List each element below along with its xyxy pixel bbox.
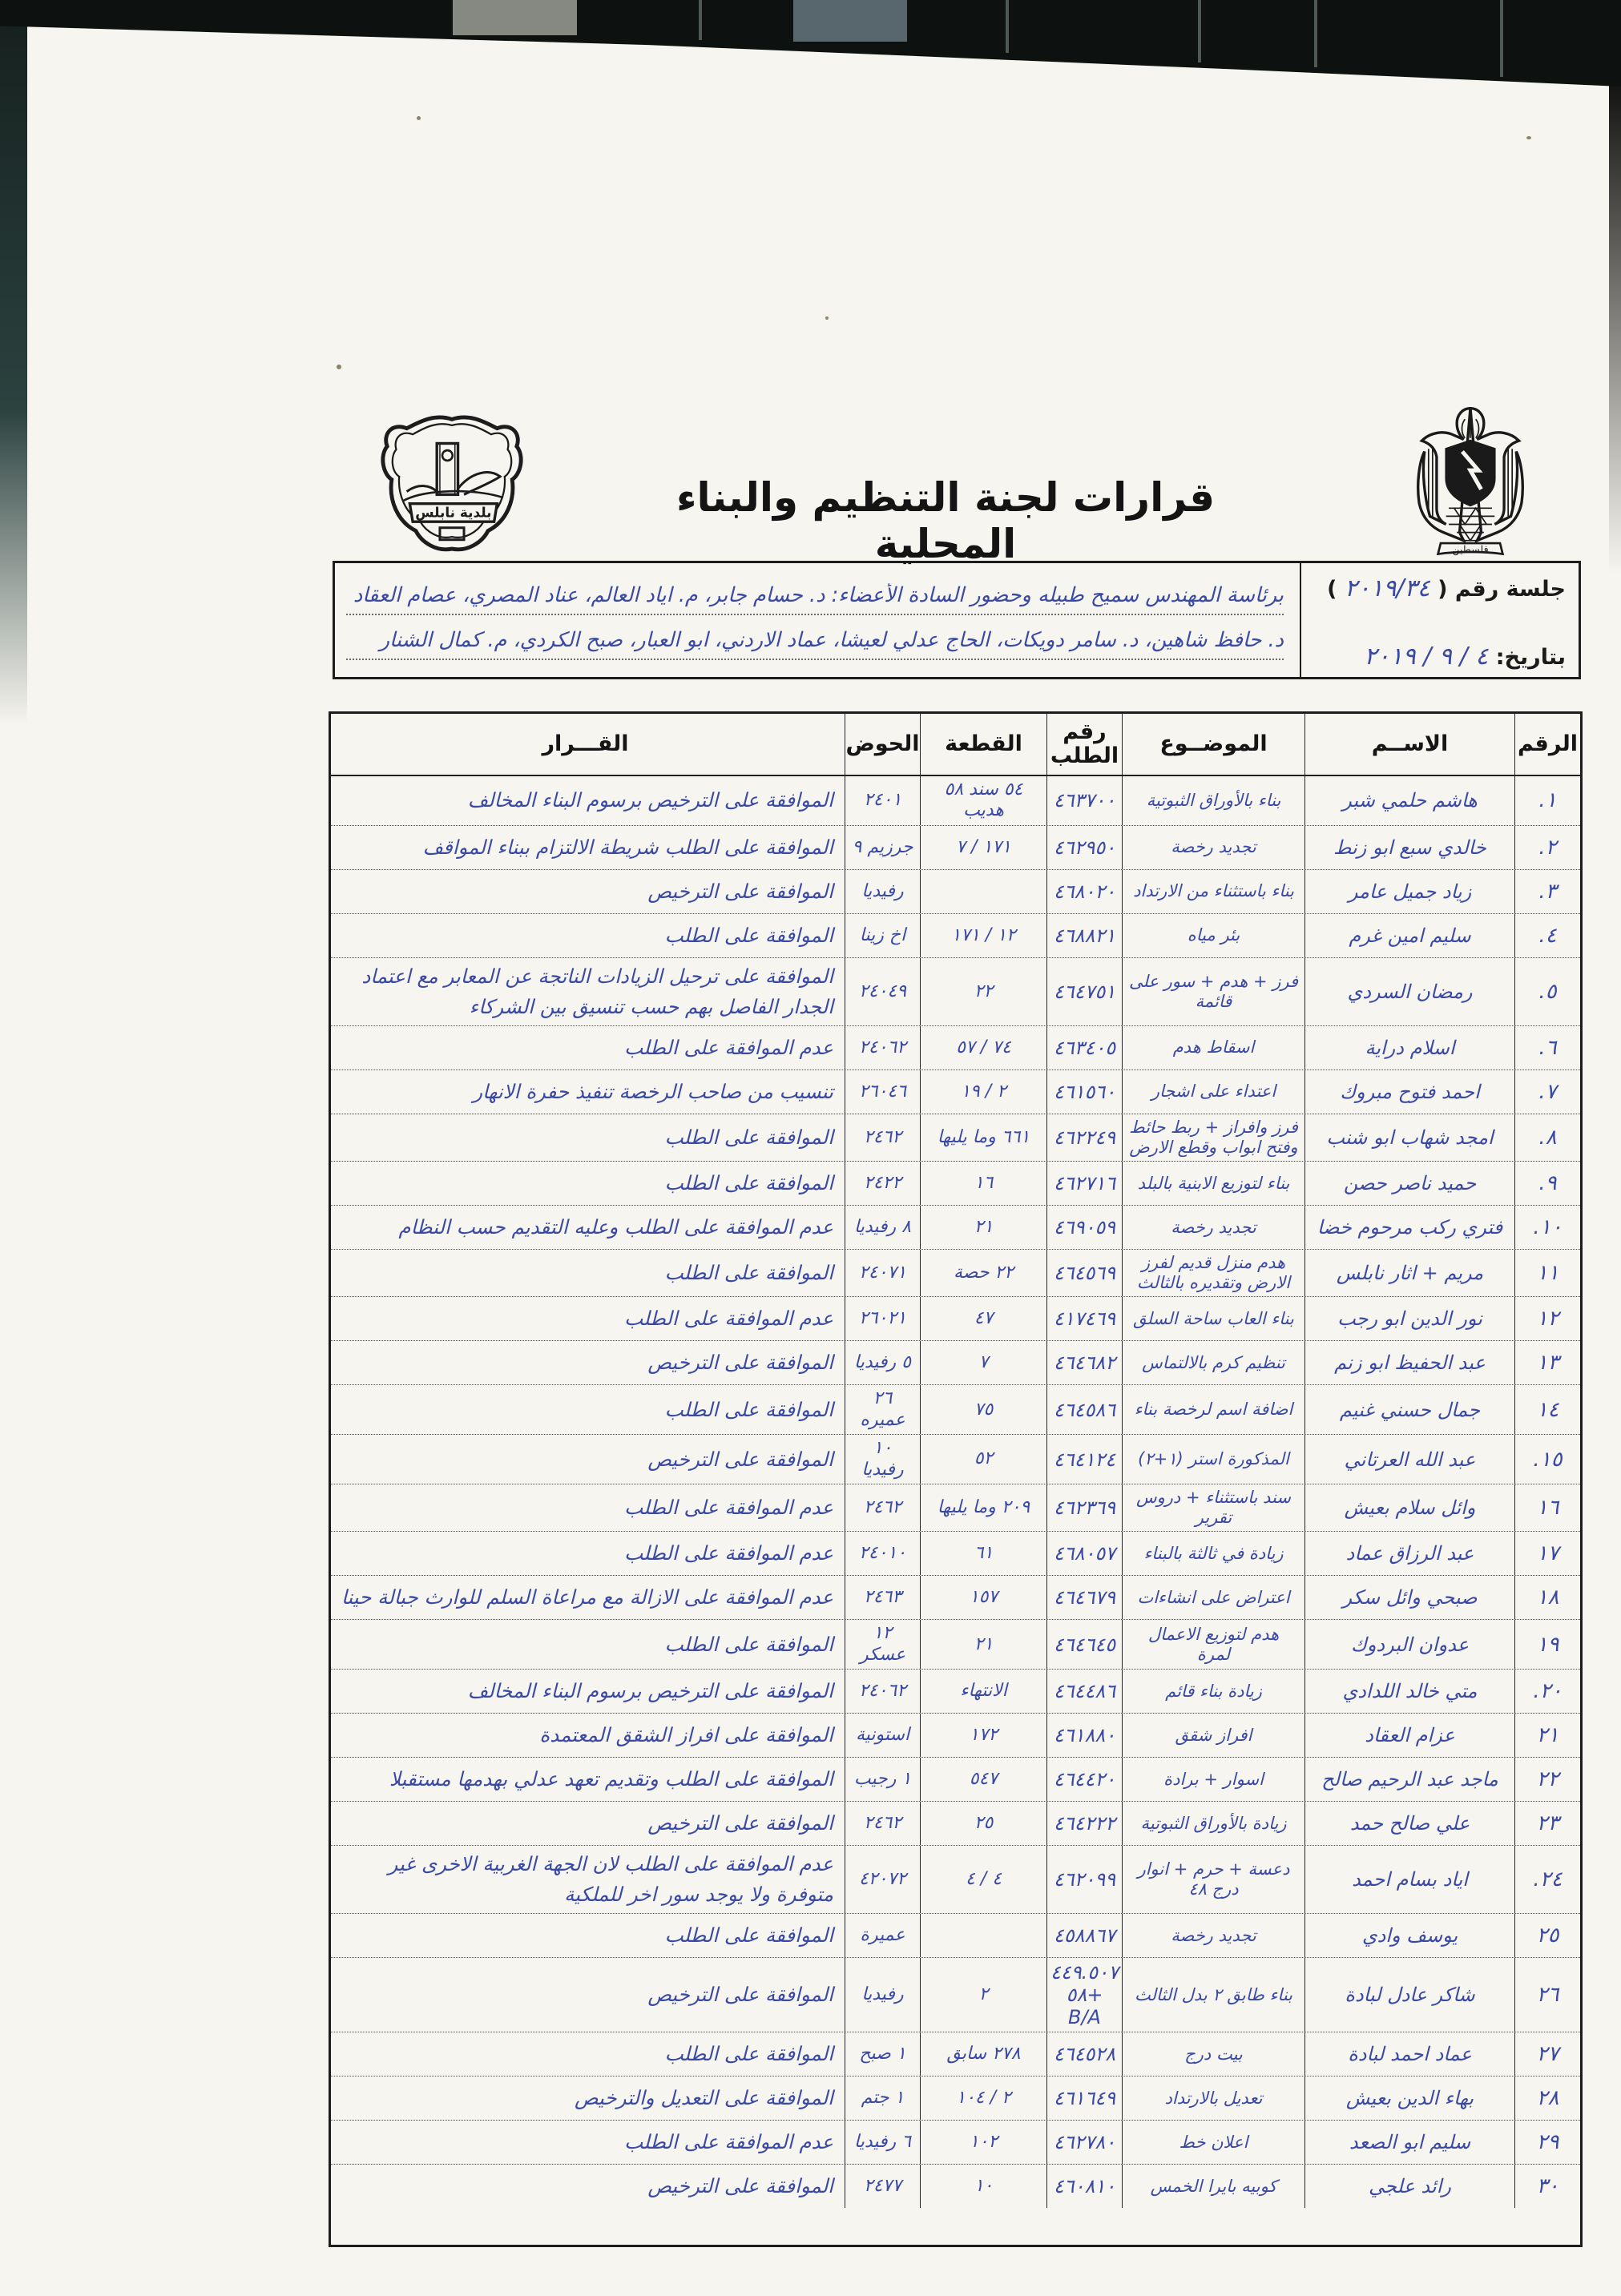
applicant-name: ماجد عبد الرحيم صالح (1321, 1768, 1498, 1791)
session-number-close: ) (1327, 577, 1337, 602)
parcel-number: ٥٤٧ (969, 1768, 998, 1789)
table-row (331, 870, 1580, 914)
applicant-name: امجد شهاب ابو شنب (1326, 1126, 1494, 1149)
request-number: ٤٦٤٥٦٩ (1053, 1262, 1116, 1285)
parcel-number: ٥٢ (974, 1448, 994, 1469)
applicant-name: عبد الحفيظ ابو زنم (1334, 1351, 1486, 1375)
table-header-row (331, 714, 1580, 776)
subject-text: بناء لتوزيع الابنية بالبلد (1137, 1173, 1290, 1193)
table-row (331, 1026, 1580, 1070)
decision-text: الموافقة على الطلب (664, 1125, 833, 1149)
request-number: ٤٦٢٠٩٩ (1053, 1868, 1116, 1891)
request-number: ٤٦٤٦٨٢ (1053, 1351, 1116, 1375)
applicant-name: سليم امين غرم (1349, 924, 1471, 947)
basin-number: ٢٤٦٢ (863, 1812, 902, 1833)
basin-number: ٦ رفيديا (854, 2131, 911, 2152)
applicant-name: بهاء الدين بعيش (1345, 2087, 1474, 2110)
table-row (331, 1162, 1580, 1206)
row-number: ٩. (1538, 1171, 1557, 1196)
session-number-line (1308, 574, 1566, 602)
parcel-number: ١٥٧ (969, 1587, 998, 1608)
basin-number: ٥ رفيديا (854, 1352, 911, 1373)
basin-number: عميرة (860, 1924, 905, 1945)
applicant-name: احمد فتوح مبروك (1340, 1080, 1480, 1103)
row-number: ٤. (1538, 923, 1557, 948)
table-row (331, 1714, 1580, 1758)
applicant-name: زياد جميل عامر (1348, 880, 1472, 903)
request-number: ٤٦١٦٤٩ (1053, 2087, 1116, 2110)
decision-text: عدم الموافقة على الطلب وعليه التقديم حسب النظام (398, 1215, 833, 1239)
request-number: ٤٦٤٥٨٦ (1053, 1398, 1116, 1421)
decision-text: الموافقة على الطلب (664, 1261, 833, 1285)
decision-text: تنسيب من صاحب الرخصة تنفيذ حفرة الانهار (473, 1079, 833, 1103)
basin-number: رفيديا (861, 1984, 904, 2004)
row-number: ١. (1538, 788, 1557, 813)
table-row (331, 2121, 1580, 2165)
applicant-name: حميد ناصر حصن (1343, 1172, 1477, 1195)
column-header-subject: الموضــوع (1122, 714, 1304, 775)
basin-number: ٢٤٠٤٩ (858, 981, 907, 1001)
parcel-number: ٢ / ١٠٤ (956, 2087, 1011, 2108)
basin-number: ٢٤٦٣ (863, 1587, 902, 1608)
attendees-line-2: د. حافظ شاهين، د. سامر دويكات، الحاج عدلي لعيشا، عماد الاردني، ابو العبار، صبح الكردي، م. كمال الشنار (346, 628, 1284, 660)
table-row (331, 914, 1580, 958)
applicant-name: هاشم حلمي شبر (1342, 789, 1478, 812)
scanner-top-band (0, 0, 1621, 87)
parcel-number: ٢١ (974, 1216, 994, 1237)
row-number: ٧. (1538, 1079, 1557, 1104)
decision-text: الموافقة على الطلب (664, 1171, 833, 1195)
decision-text: عدم الموافقة على الطلب (624, 1035, 833, 1059)
session-date-line (1308, 642, 1566, 671)
request-number: ٤٦٤٦٤٥ (1053, 1633, 1116, 1656)
applicant-name: نور الدين ابو رجب (1337, 1307, 1482, 1331)
table-row (331, 1758, 1580, 1802)
decision-text: الموافقة على الطلب وتقديم تعهد عدلي بهدمها مستقبلا (389, 1767, 833, 1791)
basin-number: ٢٦٠٤٦ (858, 1081, 907, 1102)
table-row (331, 2165, 1580, 2208)
request-number: ٤٦٤٧٥١ (1053, 980, 1116, 1003)
subject-text: بيت درج (1184, 2044, 1243, 2064)
request-number: ٤٦٢٧٨٠ (1053, 2131, 1116, 2154)
decision-text: الموافقة على الترخيص (647, 1811, 833, 1835)
request-number: ٤٦٤١٢٤ (1053, 1448, 1116, 1471)
session-header-box (333, 561, 1581, 679)
session-number-label: جلسة رقم ( (1438, 577, 1566, 602)
decision-text: الموافقة على الترخيص (647, 1351, 833, 1375)
applicant-name: شاكر عادل لبادة (1345, 1984, 1475, 2007)
subject-text: بناء العاب ساحة السلق (1133, 1308, 1294, 1328)
applicant-name: وائل سلام بعيش (1344, 1496, 1476, 1520)
scanner-slat (793, 0, 907, 42)
decision-text: الموافقة على الطلب (664, 1632, 833, 1656)
subject-text: بناء باستثناء من الارتداد (1133, 881, 1294, 901)
subject-text: افراز شقق (1175, 1725, 1252, 1745)
row-number: ٢٩ (1536, 2130, 1559, 2155)
request-number: ٤٦٢٢٤٩ (1053, 1126, 1116, 1149)
row-number: ٢٣ (1536, 1811, 1559, 1836)
subject-text: بئر مياه (1187, 925, 1240, 945)
table-row (331, 1206, 1580, 1250)
row-number: ٣. (1538, 879, 1557, 904)
applicant-name: اسلام دراية (1365, 1036, 1455, 1059)
scanner-slat-line (1314, 0, 1317, 67)
parcel-number: ٢٢ (974, 981, 994, 1001)
row-number: ١٥. (1533, 1447, 1563, 1472)
subject-text: المذكورة استر (١+٢) (1138, 1449, 1289, 1469)
row-number: ٢. (1538, 835, 1557, 860)
table-row (331, 1385, 1580, 1435)
row-number: ٣٠ (1536, 2174, 1559, 2199)
scanner-slat-line (1500, 0, 1503, 77)
session-date-value: ٤ / ٩ / ٢٠١٩ (1364, 642, 1489, 671)
parcel-number: ١٦ (974, 1172, 994, 1193)
row-number: ١١ (1536, 1261, 1559, 1286)
subject-text: زيادة بالأوراق الثبوتية (1140, 1813, 1287, 1833)
parcel-number: ٤ / ٤ (965, 1868, 1002, 1889)
subject-text: كوبيه بايرا الخمس (1150, 2176, 1277, 2196)
row-number: ١٢ (1536, 1307, 1559, 1331)
request-number: ٤٦٤٢٢٢ (1053, 1812, 1116, 1835)
page-title: قرارات لجنة التنظيم والبناء المحلية (675, 474, 1216, 567)
applicant-name: عبد الله العرتاني (1344, 1448, 1476, 1471)
basin-number: ٢٦ عميره (860, 1388, 905, 1430)
decision-text: الموافقة على الترخيص برسوم البناء المخالف (467, 788, 833, 812)
request-number: ٤٦١٥٦٠ (1053, 1080, 1116, 1103)
request-number: ٤٦٣٧٠٠ (1053, 789, 1116, 812)
subject-text: فرز وافراز + ربط حائط وفتح ابواب وقطع الارض (1129, 1117, 1298, 1157)
applicant-name: خالدي سبع ابو زنط (1333, 836, 1486, 859)
row-number: ٢٨ (1536, 2086, 1559, 2111)
applicant-name: اياد بسام احمد (1352, 1868, 1468, 1891)
row-number: ٢١ (1536, 1723, 1559, 1748)
decision-text: الموافقة على الطلب شريطة الالتزام ببناء المواقف (422, 835, 833, 859)
basin-number: ٢٤٠٦٢ (858, 1037, 907, 1057)
scanner-slat-line (699, 0, 702, 40)
subject-text: تجديد رخصة (1171, 1217, 1256, 1237)
basin-number: ١٠ رفيديا (861, 1438, 904, 1480)
decision-text: عدم الموافقة على الازالة مع مراعاة السلم للوارث جبالة حينا (341, 1585, 833, 1609)
subject-text: زيادة في ثالثة بالبناء (1143, 1543, 1284, 1563)
request-number: ٤٦٩٠٥٩ (1053, 1216, 1116, 1239)
column-header-basin: الحوض (845, 714, 920, 775)
subject-text: اعتراض على انشاءات (1137, 1587, 1290, 1607)
parcel-number: ٧٤ / ٥٧ (956, 1037, 1011, 1057)
basin-number: ١ صبح (859, 2043, 906, 2064)
parcel-number: ١٢ / ١٧١ (951, 924, 1016, 945)
basin-number: ١٢ عسكر (859, 1623, 906, 1665)
decision-text: عدم الموافقة على الطلب (624, 1496, 833, 1520)
table-row (331, 958, 1580, 1026)
request-number: ٤٥٨٨٦٧ (1053, 1924, 1116, 1948)
request-number: ٤٦٨٠٥٧ (1053, 1542, 1116, 1565)
request-number: ٤٦٨٠٢٠ (1053, 880, 1116, 903)
column-header-decision: القـــرار (542, 731, 629, 757)
request-number: ٤١٧٤٦٩ (1053, 1307, 1116, 1331)
row-number: ٢٤. (1533, 1867, 1563, 1892)
applicant-name: عدوان البردوك (1351, 1633, 1469, 1656)
request-number: ٤٦٤٦٧٩ (1053, 1586, 1116, 1609)
request-number: ٤٦٤٥٢٨ (1053, 2043, 1116, 2066)
basin-number: ٢٤٧٧ (863, 2175, 902, 2196)
applicant-name: يوسف وادي (1361, 1924, 1458, 1948)
basin-number: ٨ رفيديا (854, 1216, 911, 1237)
table-row (331, 1532, 1580, 1576)
scanner-left-strip (0, 21, 27, 726)
session-info-cell (1300, 563, 1579, 677)
row-number: ٢٦ (1536, 1983, 1559, 2008)
request-number: ٤٦٢٩٥٠ (1053, 836, 1116, 859)
parcel-number: ٦١ (974, 1543, 994, 1564)
table-row (331, 826, 1580, 870)
decisions-table (329, 711, 1583, 2247)
table-row (331, 1250, 1580, 1297)
basin-number: ٢٤٠٧١ (858, 1263, 907, 1283)
table-row (331, 2032, 1580, 2076)
applicant-name: مريم + اثار نابلس (1336, 1262, 1484, 1285)
applicant-name: رمضان السردي (1347, 980, 1473, 1003)
subject-text: هدم منزل قديم لفرز الارض وتقديره بالثالث (1136, 1253, 1291, 1293)
parcel-number: ٢١ (974, 1633, 994, 1654)
basin-number: اخ زينا (859, 924, 906, 945)
request-number: ٤٦٠٨١٠ (1053, 2175, 1116, 2198)
parcel-number: ١٠٢ (969, 2131, 998, 2152)
basin-number: ٢٤٠٦٢ (858, 1680, 907, 1701)
table-row (331, 1620, 1580, 1670)
basin-number: جرزيم ٩ (852, 836, 913, 857)
basin-number: ٢٤٠١٠ (858, 1543, 907, 1564)
decision-text: الموافقة على الطلب (664, 1923, 833, 1948)
decision-text: عدم الموافقة على الطلب (624, 1307, 833, 1331)
decision-text: الموافقة على الطلب (664, 1397, 833, 1421)
table-row (331, 1341, 1580, 1385)
row-number: ١٧ (1536, 1541, 1559, 1566)
paper-speck (825, 316, 829, 320)
table-row (331, 1070, 1580, 1114)
parcel-number: ٥٤ سند ٥٨ هديب (944, 779, 1023, 821)
subject-text: زيادة بناء قائم (1165, 1681, 1262, 1701)
applicant-name: رائد علجي (1369, 2175, 1451, 2198)
subject-text: تجديد رخصة (1171, 1925, 1256, 1945)
request-number: ٤٦٢٧١٦ (1053, 1172, 1116, 1195)
row-number: ٢٢ (1536, 1767, 1559, 1792)
subject-text: فرز + هدم + سور على قائمة (1128, 971, 1298, 1011)
row-number: ١٩ (1536, 1632, 1559, 1657)
paper-speck (337, 365, 341, 369)
basin-number: رفيديا (861, 880, 904, 901)
table-row (331, 1576, 1580, 1620)
row-number: ٢٠. (1533, 1679, 1563, 1704)
request-number: ٤٤٩.٥٠٧ +٥٨ B/A (1050, 1961, 1119, 2029)
eagle-banner-text: فلسطين (1452, 542, 1489, 555)
column-header-name: الاســم (1304, 714, 1514, 775)
seal-banner-text: بلدية نابلس (415, 504, 492, 521)
subject-text: اسوار + برادة (1163, 1769, 1264, 1789)
column-header-parcel: القطعة (920, 714, 1046, 775)
table-empty-strip (331, 2208, 1580, 2245)
basin-number: ٢٤٦٢ (863, 1497, 902, 1518)
scanner-right-strip (1609, 79, 1621, 575)
palestine-eagle-emblem (1402, 403, 1538, 565)
parcel-number: ٢٥ (974, 1812, 994, 1833)
decision-text: الموافقة على الترخيص (647, 879, 833, 903)
table-row (331, 1914, 1580, 1958)
parcel-number: ١٧٢ (969, 1724, 998, 1745)
row-number: ١٨ (1536, 1585, 1559, 1610)
parcel-number: ٧٥ (974, 1399, 994, 1420)
decision-text: الموافقة على الترخيص برسوم البناء المخالف (467, 1679, 833, 1703)
session-date-label: بتاريخ: (1495, 645, 1566, 670)
decision-text: عدم الموافقة على الطلب لان الجهة الغربية الاخرى غير متوفرة ولا يوجد سور اخر للملكية (388, 1852, 833, 1907)
basin-number: استونية (855, 1724, 910, 1745)
parcel-number: ١٧١ / ٧ (956, 836, 1011, 857)
applicant-name: جمال حسني غنيم (1339, 1398, 1481, 1421)
request-number: ٤٦٤٤٨٦ (1053, 1680, 1116, 1703)
row-number: ٢٧ (1536, 2042, 1559, 2067)
decision-text: الموافقة على الترخيص (647, 2174, 833, 2198)
row-number: ١٦ (1536, 1496, 1559, 1521)
parcel-number: الانتهاء (960, 1680, 1007, 1701)
request-number: ٤٦٣٤٠٥ (1053, 1036, 1116, 1059)
table-row (331, 1802, 1580, 1846)
basin-number: ١ رجيب (853, 1768, 912, 1789)
decision-text: عدم الموافقة على الطلب (624, 1541, 833, 1565)
subject-text: تنظيم كرم بالالتماس (1142, 1352, 1285, 1372)
table-row (331, 1958, 1580, 2032)
row-number: ٥. (1538, 979, 1557, 1004)
parcel-number: ٢٢ حصة (953, 1263, 1014, 1283)
decision-text: الموافقة على ترحيل الزيادات الناتجة عن المعابر مع اعتماد الجدار الفاصل بهم حسب تنسيق بين الشركاء (361, 964, 833, 1018)
parcel-number: ٧ (978, 1352, 989, 1373)
decision-text: الموافقة على الترخيص (647, 1983, 833, 2007)
subject-text: تجديد رخصة (1171, 837, 1256, 857)
row-number: ١٠. (1533, 1215, 1563, 1240)
basin-number: ٢٤٢٢ (863, 1172, 902, 1193)
table-row (331, 1484, 1580, 1532)
subject-text: دعسة + حرم + انوار درج ٤٨ (1137, 1859, 1290, 1899)
parcel-number: ١٠ (974, 2175, 994, 2196)
nablus-municipality-seal (377, 410, 527, 564)
request-number: ٤٦٨٨٢١ (1053, 924, 1116, 947)
row-number: ٨. (1538, 1125, 1557, 1150)
paper-speck (417, 116, 421, 120)
parcel-number: ٤٧ (974, 1308, 994, 1329)
parcel-number: ٢٧٨ سابق (946, 2043, 1021, 2064)
scanner-slat-line (1198, 0, 1201, 62)
request-number: ٤٦٤٤٢٠ (1053, 1768, 1116, 1791)
parcel-number: ٢ (978, 1984, 989, 2004)
applicant-name: علي صالح حمد (1349, 1812, 1470, 1835)
applicant-name: متي خالد اللدادي (1342, 1680, 1478, 1703)
basin-number: ١ جتم (861, 2087, 905, 2108)
subject-text: سند باستثناء + دروس تقرير (1136, 1488, 1291, 1528)
parcel-number: ٦٦١ وما يليها (937, 1126, 1030, 1147)
scanner-slat (453, 0, 577, 35)
applicant-name: عبد الرزاق عماد (1345, 1542, 1474, 1565)
applicant-name: فتري ركب مرحوم خضا (1317, 1216, 1503, 1239)
attendees-cell (335, 563, 1300, 677)
decision-text: الموافقة على الطلب (664, 2042, 833, 2066)
table-row (331, 1846, 1580, 1914)
table-row (331, 1297, 1580, 1341)
basin-number: ٢٦٠٢١ (858, 1308, 907, 1329)
subject-text: هدم لتوزيع الاعمال لمرة (1147, 1624, 1280, 1664)
scanner-slat-line (1006, 0, 1009, 53)
subject-text: اسقاط هدم (1172, 1037, 1255, 1057)
row-number: ٢٥ (1536, 1923, 1559, 1948)
row-number: ٦. (1538, 1035, 1557, 1060)
request-number: ٤٦١٨٨٠ (1053, 1724, 1116, 1747)
table-row (331, 1435, 1580, 1484)
table-row (331, 2076, 1580, 2121)
applicant-name: صبحي وائل سكر (1342, 1586, 1478, 1609)
subject-text: بناء طابق ٢ بدل الثالث (1134, 1984, 1293, 2004)
column-header-request: رقم الطلب (1046, 714, 1122, 775)
row-number: ١٣ (1536, 1351, 1559, 1376)
subject-text: اعتداء على اشجار (1151, 1082, 1276, 1102)
column-header-number: الرقم (1514, 714, 1580, 775)
subject-text: اعلان خط (1179, 2132, 1248, 2152)
applicant-name: عزام العقاد (1365, 1724, 1455, 1747)
decision-text: الموافقة على افراز الشقق المعتمدة (539, 1723, 833, 1747)
attendees-line-1: برئاسة المهندس سميح طبيله وحضور السادة الأعضاء: د. حسام جابر، م. اياد العالم، عناد المصري، عصام العقاد (346, 583, 1284, 615)
decision-text: الموافقة على الترخيص (647, 1447, 833, 1471)
table-row (331, 776, 1580, 826)
basin-number: ٤٢٠٧٢ (858, 1868, 907, 1889)
paper-speck (1526, 136, 1531, 139)
decision-text: الموافقة على التعديل والترخيص (575, 2086, 833, 2110)
subject-text: اضافة اسم لرخصة بناء (1134, 1400, 1293, 1420)
decision-text: عدم الموافقة على الطلب (624, 2130, 833, 2154)
table-row (331, 1114, 1580, 1162)
parcel-number: ٢ / ١٩ (961, 1081, 1006, 1102)
applicant-name: سليم ابو الصعد (1349, 2131, 1471, 2154)
request-number: ٤٦٢٣٦٩ (1053, 1496, 1116, 1520)
basin-number: ٢٤٦٢ (863, 1126, 902, 1147)
subject-text: تعديل بالارتداد (1164, 2088, 1263, 2108)
decision-text: الموافقة على الطلب (664, 923, 833, 947)
session-number-value: ٢٠١٩/٣٤ (1344, 574, 1430, 602)
table-row (331, 1670, 1580, 1714)
parcel-number: ٢٠٩ وما يليها (937, 1497, 1030, 1518)
basin-number: ٢٤٠١ (863, 790, 902, 811)
row-number: ١٤ (1536, 1397, 1559, 1422)
subject-text: بناء بالأوراق الثبوتية (1146, 790, 1281, 810)
applicant-name: عماد احمد لبادة (1348, 2043, 1472, 2066)
